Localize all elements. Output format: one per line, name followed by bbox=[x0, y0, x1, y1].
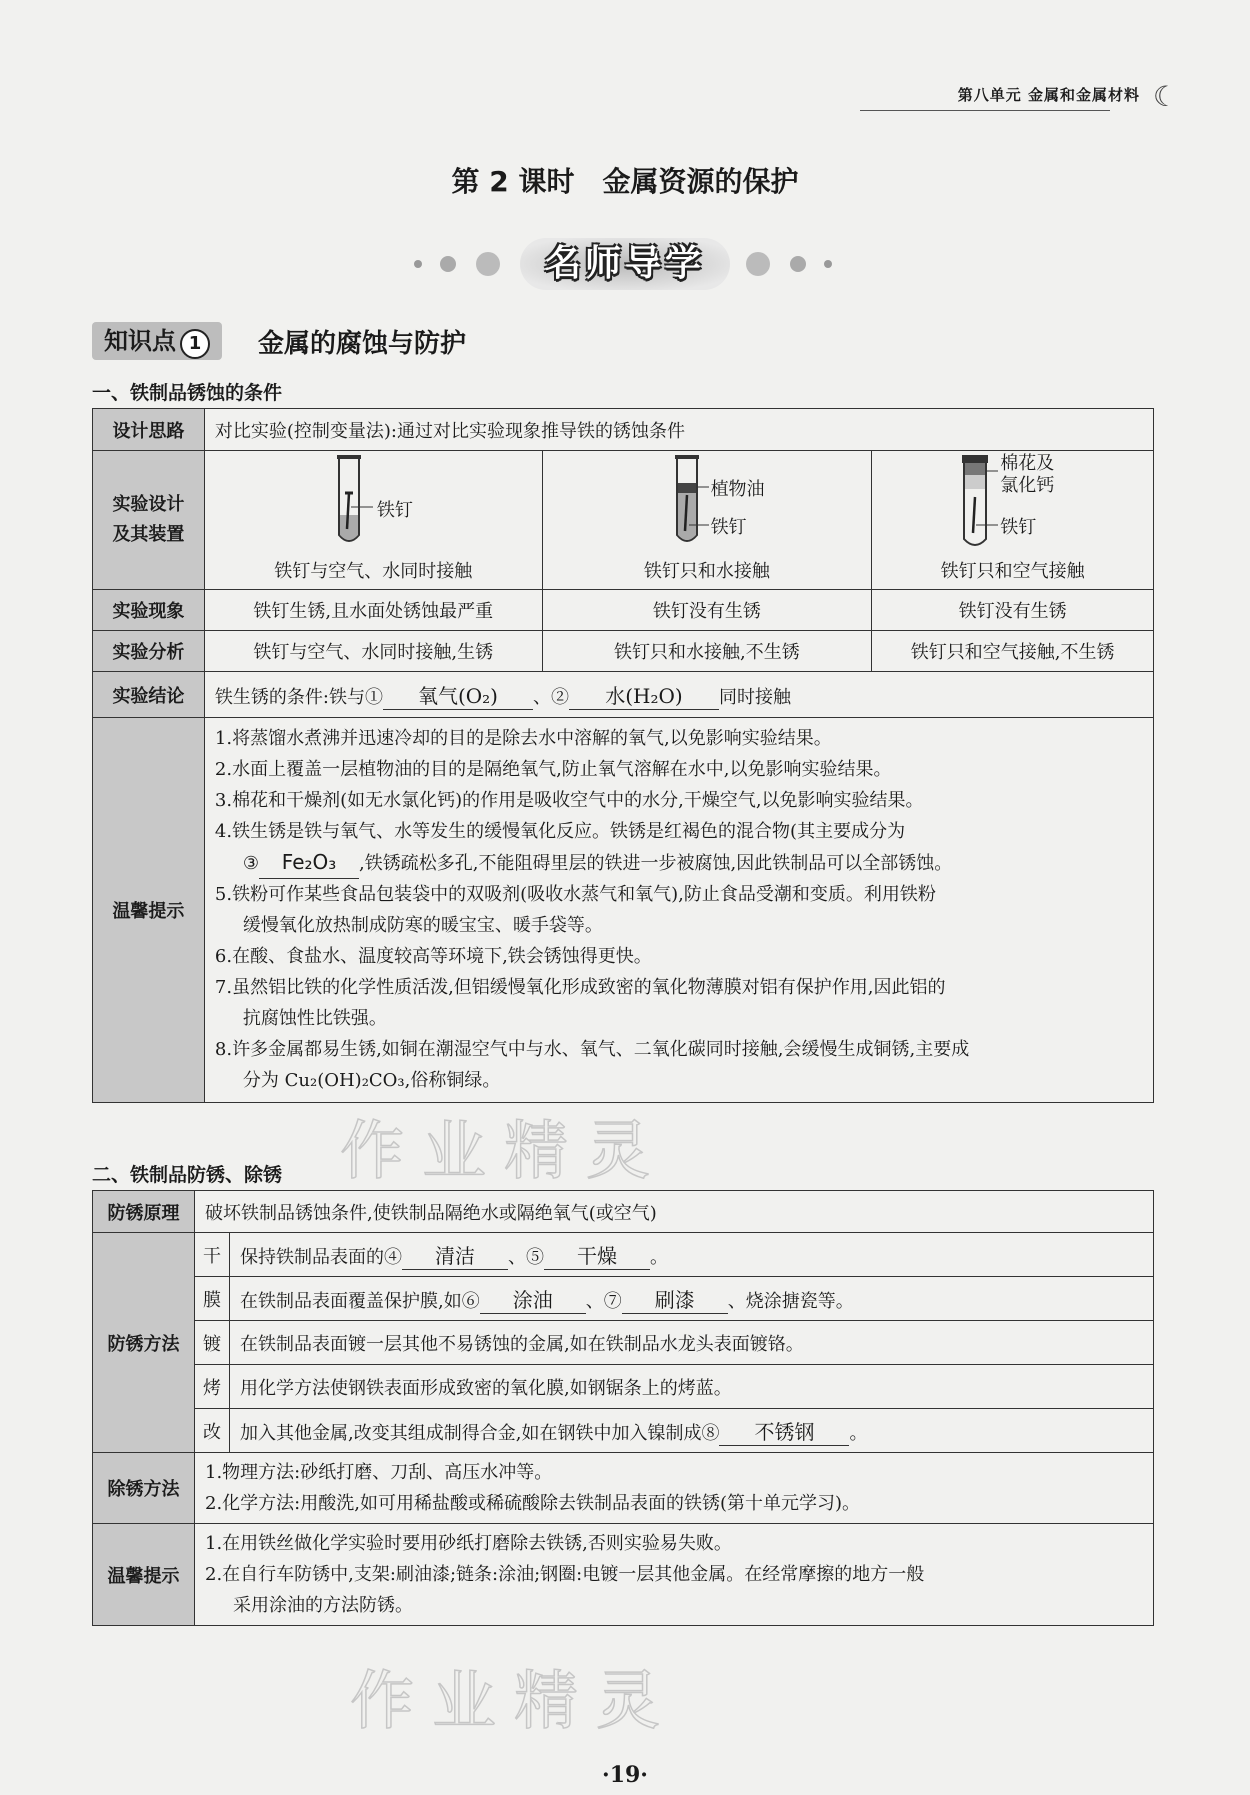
apparatus-caption: 铁钉只和空气接触 bbox=[940, 561, 1085, 582]
removal-line: 1.物理方法:砂纸打磨、刀刮、高压水冲等。 bbox=[205, 1462, 553, 1483]
tips2-label: 温馨提示 bbox=[93, 1524, 195, 1626]
design-text: 对比实验(控制变量法):通过对比实验现象推导铁的锈蚀条件 bbox=[204, 409, 1153, 451]
tip-line: 4.铁生锈是铁与氧气、水等发生的缓慢氧化反应。铁锈是红褐色的混合物(其主要成分为 bbox=[214, 821, 906, 842]
design-label: 设计思路 bbox=[93, 409, 205, 451]
tip-line: 2.水面上覆盖一层植物油的目的是隔绝氧气,防止氧气溶解在水中,以免影响实验结果。 bbox=[214, 759, 892, 780]
table-row bbox=[93, 1321, 1154, 1365]
tip-line: 缓慢氧化放热制成防寒的暖宝宝、暖手袋等。 bbox=[242, 915, 603, 936]
apparatus-cell bbox=[542, 451, 872, 590]
table-row bbox=[93, 409, 1154, 451]
unit-header: 第八单元 金属和金属材料 bbox=[957, 86, 1140, 104]
answer-blank-3: Fe₂O₃ bbox=[259, 847, 359, 879]
tip-line: 采用涂油的方法防锈。 bbox=[233, 1595, 413, 1616]
conclusion-text: 铁生锈的条件:铁与① 氧气(O₂) 、② 水(H₂O) 同时接触 bbox=[204, 672, 1153, 718]
analysis-cell: 铁钉与空气、水同时接触,生锈 bbox=[204, 631, 542, 672]
phenomenon-cell: 铁钉没有生锈 bbox=[872, 590, 1154, 631]
rust-removal-content bbox=[195, 1453, 1154, 1524]
method-char: 镀 bbox=[195, 1321, 230, 1365]
method-text: 在铁制品表面镀一层其他不易锈蚀的金属,如在铁制品水龙头表面镀铬。 bbox=[230, 1321, 1154, 1365]
watermark: 作业精灵 bbox=[350, 1665, 678, 1739]
test-tube-water-air-icon bbox=[315, 455, 435, 551]
lesson-title: 第 2 课时 金属资源的保护 bbox=[451, 165, 799, 198]
tip-line: 1.在用铁丝做化学实验时要用砂纸打磨除去铁锈,否则实验易失败。 bbox=[205, 1533, 732, 1554]
apparatus-label-cotton: 棉花及氯化钙 bbox=[1000, 453, 1055, 496]
table-row bbox=[93, 1524, 1154, 1626]
knowledge-point-heading bbox=[92, 322, 466, 360]
table-row bbox=[93, 631, 1154, 672]
table-row bbox=[93, 1409, 1154, 1453]
tips-content bbox=[204, 718, 1153, 1103]
phenomenon-cell: 铁钉没有生锈 bbox=[542, 590, 872, 631]
rust-conditions-table bbox=[92, 408, 1154, 1103]
apparatus-cell bbox=[872, 451, 1154, 590]
answer-blank-2: 水(H₂O) bbox=[569, 680, 719, 710]
tip-line: 6.在酸、食盐水、温度较高等环境下,铁会锈蚀得更快。 bbox=[214, 946, 652, 967]
principle-text: 破坏铁制品锈蚀条件,使铁制品隔绝水或隔绝氧气(或空气) bbox=[195, 1191, 1154, 1233]
table-row bbox=[93, 672, 1154, 718]
table-row bbox=[93, 1365, 1154, 1409]
principle-label: 防锈原理 bbox=[93, 1191, 195, 1233]
section1-title: 一、铁制品锈蚀的条件 bbox=[92, 382, 283, 404]
tips-label: 温馨提示 bbox=[93, 718, 205, 1103]
watermark: 作业精灵 bbox=[340, 1115, 668, 1189]
table-row bbox=[93, 451, 1154, 590]
table-row bbox=[93, 718, 1154, 1103]
analysis-cell: 铁钉只和水接触,不生锈 bbox=[542, 631, 872, 672]
rust-removal-label: 除锈方法 bbox=[93, 1453, 195, 1524]
tip-line: 7.虽然铝比铁的化学性质活泼,但铝缓慢氧化形成致密的氧化物薄膜对铝有保护作用,因此铝的 bbox=[214, 977, 946, 998]
table-row bbox=[93, 1453, 1154, 1524]
answer-blank-1: 氧气(O₂) bbox=[383, 680, 533, 710]
banner-title: 名师导学 bbox=[520, 238, 730, 290]
answer-blank-7: 刷漆 bbox=[622, 1284, 728, 1314]
analysis-label: 实验分析 bbox=[93, 631, 205, 672]
method-char: 干 bbox=[195, 1233, 230, 1277]
table-row bbox=[93, 1277, 1154, 1321]
method-text: 在铁制品表面覆盖保护膜,如⑥ 涂油 、⑦ 刷漆 、烧涂搪瓷等。 bbox=[230, 1277, 1154, 1321]
page-number: ·19· bbox=[602, 1762, 648, 1788]
apparatus-label-oil: 植物油 bbox=[710, 479, 765, 500]
method-text: 用化学方法使钢铁表面形成致密的氧化膜,如钢锯条上的烤蓝。 bbox=[230, 1365, 1154, 1409]
section2-title: 二、铁制品防锈、除锈 bbox=[92, 1164, 283, 1186]
analysis-cell: 铁钉只和空气接触,不生锈 bbox=[872, 631, 1154, 672]
tip-line: 8.许多金属都易生锈,如铜在潮湿空气中与水、氧气、二氧化碳同时接触,会缓慢生成铜锈,主要成 bbox=[214, 1039, 970, 1060]
answer-blank-6: 涂油 bbox=[480, 1284, 586, 1314]
section-banner bbox=[0, 238, 1250, 290]
publisher-logo-icon: ☾ bbox=[1152, 80, 1178, 113]
apparatus-label-nail: 铁钉 bbox=[1000, 517, 1037, 538]
knowledge-point-title: 金属的腐蚀与防护 bbox=[258, 328, 467, 359]
table-row bbox=[93, 590, 1154, 631]
tips2-content bbox=[195, 1524, 1154, 1626]
conclusion-label: 实验结论 bbox=[93, 672, 205, 718]
apparatus-label-nail: 铁钉 bbox=[710, 517, 747, 538]
phenomenon-cell: 铁钉生锈,且水面处锈蚀最严重 bbox=[204, 590, 542, 631]
tip-line: 3.棉花和干燥剂(如无水氯化钙)的作用是吸收空气中的水分,干燥空气,以免影响实验结果。 bbox=[214, 790, 924, 811]
table-row bbox=[93, 1191, 1154, 1233]
tip-line: 5.铁粉可作某些食品包装袋中的双吸剂(吸收水蒸气和氧气),防止食品受潮和变质。利用铁粉 bbox=[214, 884, 936, 905]
answer-blank-5: 干燥 bbox=[544, 1240, 650, 1270]
rust-prevention-table bbox=[92, 1190, 1154, 1626]
apparatus-cell bbox=[204, 451, 542, 590]
header-rule bbox=[860, 110, 1110, 111]
table-row bbox=[93, 1233, 1154, 1277]
apparatus-label-nail: 铁钉 bbox=[376, 500, 413, 521]
method-text: 保持铁制品表面的④ 清洁 、⑤ 干燥 。 bbox=[230, 1233, 1154, 1277]
phenomenon-label: 实验现象 bbox=[93, 590, 205, 631]
method-char: 改 bbox=[195, 1409, 230, 1453]
answer-blank-8: 不锈钢 bbox=[719, 1416, 849, 1446]
method-text: 加入其他金属,改变其组成制得合金,如在钢铁中加入镍制成⑧ 不锈钢 。 bbox=[230, 1409, 1154, 1453]
knowledge-point-badge: 知识点 1 bbox=[92, 322, 222, 360]
tip-line: 1.将蒸馏水煮沸并迅速冷却的目的是除去水中溶解的氧气,以免影响实验结果。 bbox=[214, 728, 832, 749]
tip-line: 2.在自行车防锈中,支架:刷油漆;链条:涂油;钢圈:电镀一层其他金属。在经常摩擦的地方一般 bbox=[205, 1564, 925, 1585]
method-char: 烤 bbox=[195, 1365, 230, 1409]
answer-blank-4: 清洁 bbox=[402, 1240, 508, 1270]
tip-line: ③ Fe₂O₃ ,铁锈疏松多孔,不能阻碍里层的铁进一步被腐蚀,因此铁制品可以全部锈蚀。 bbox=[215, 847, 1143, 879]
apparatus-caption: 铁钉只和水接触 bbox=[643, 561, 770, 582]
tip-line: 分为 Cu₂(OH)₂CO₃,俗称铜绿。 bbox=[242, 1070, 501, 1091]
method-char: 膜 bbox=[195, 1277, 230, 1321]
removal-line: 2.化学方法:用酸洗,如可用稀盐酸或稀硫酸除去铁制品表面的铁锈(第十单元学习)。 bbox=[205, 1493, 861, 1514]
methods-label: 防锈方法 bbox=[93, 1233, 195, 1453]
tip-line: 抗腐蚀性比铁强。 bbox=[242, 1008, 387, 1029]
apparatus-caption: 铁钉与空气、水同时接触 bbox=[274, 561, 473, 582]
apparatus-label: 实验设计 及其装置 bbox=[93, 451, 205, 590]
knowledge-point-number: 1 bbox=[180, 329, 210, 359]
